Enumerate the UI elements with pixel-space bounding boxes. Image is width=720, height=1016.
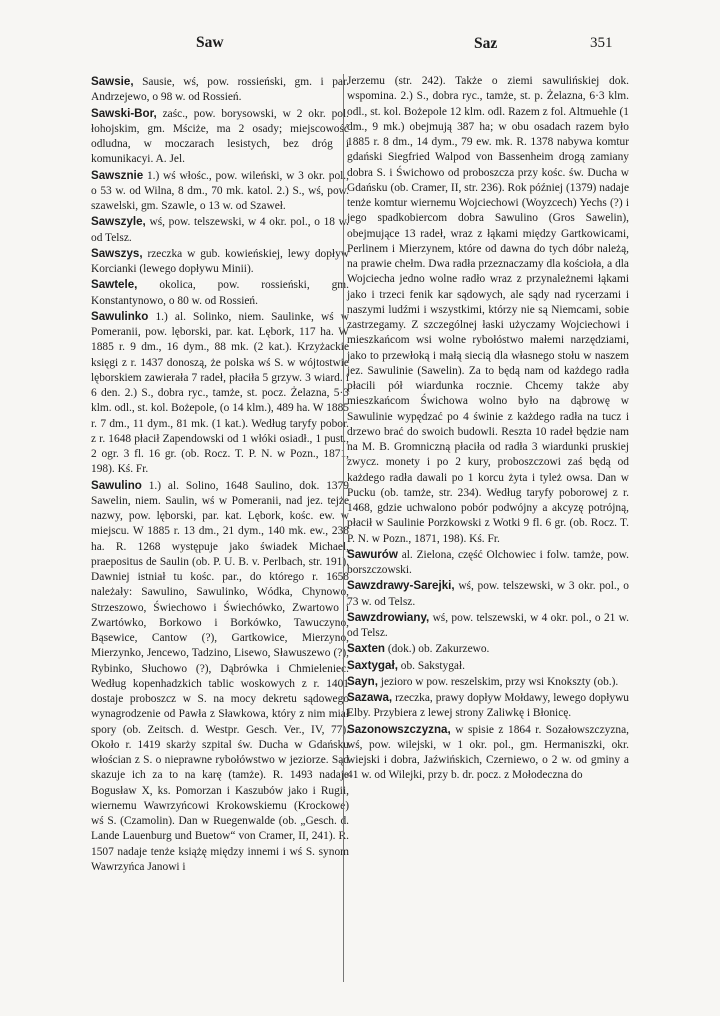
entry-text: (dok.) ob. Zakurzewo. [385,643,490,656]
entry-text: jezioro w pow. reszelskim, przy wsi Knokszty (ob.). [377,675,619,688]
entry-headword: Sawsznie [91,168,144,182]
entry-text: rzeczka w gub. kowieńskiej, lewy dopływ Korcianki (lewego dopływu Minii). [91,247,349,275]
column-divider [343,74,344,982]
entry-text: zaśc., pow. borysowski, w 2 okr. pol. łohojskim, gm. Mściże, ma 2 osady; miejscowość odludna, w moczarach lesistych, bez dróg i komunikacyi. A. Jel. [91,107,349,166]
entry-headword: Sawurów [347,547,398,561]
entry-headword: Sawszys, [91,246,143,260]
entry-text: okolica, pow. rossieński, gm. Konstantynowo, o 80 w. od Rossień. [91,279,349,307]
entry-headword: Sawtele, [91,278,138,292]
dictionary-entry [91,168,349,215]
entry-text: 1.) wś włośc., pow. wileński, w 3 okr. pol., o 53 w. od Wilna, 8 dm., 70 mk. katol. 2.) S., wś, pow. szawelski, gm. Szawle, o 13 w. od Szaweł. [91,169,349,212]
entry-text: al. Zielona, część Olchowiec i folw. tamże, pow. borszczowski. [347,548,629,576]
entry-headword: Saxtygał, [347,658,398,672]
dictionary-entry [91,106,349,168]
entry-headword: Saxten [347,642,386,656]
dictionary-entry [347,690,629,722]
dictionary-entry [347,722,629,784]
right-column [347,74,629,784]
dictionary-entry [91,309,349,478]
entry-text: Jerzemu (str. 242). Także o ziemi sawulińskiej dok. wspomina. 2.) S., dobra ryc., tamże, st. p. Żelazna, 6·3 klm. odl., st. kol. Bożepole 12 klm. odl. Razem z fol. Altmuehle (1 dm., 9 mk.) obejmują 387 ha; w obu osadach razem było 1885 r. 8 dm., 14 dym., 79 ew. mk. R. 1378 nabywa komtur gdański Siegfried Walpod von Bassenheim drogą zamiany dobra S. i Świchowo od proboszcza przy kośc. św. Ducha w Gdańsku (ob. Cramer, II, str. 236). Rok później (1379) nadaje tenże komtur wiernemu Wojciechowi (Woyzcech) Yechs (?) i jego spadkobiercom dobra Sawulino (Gros Sawelin), obejmujące 13 radeł, wraz z łąkami między Gartkowicami, Perlinem i Mierzynem, które od dawna do tych dóbr należą, na prawie chełm. Dwa radła przeznaczamy dla kościoła, a dla Wojciecha jedno wolne radło wraz z przynależnemi łąkami jako i trzeci fenik kar sądowych, ale sądy nad rycerzami i naszymi ludźmi i wszystkimi, którzy nie są Niemcami, sobie zastrzegamy. Z szczególnej łaski użyczamy Wojciechowi i mieszkańcom wsi wolne rybołóstwo małemi narzędziami, jako to przewłoką i małą siecią dla własnego stołu w naszem jez. Sawulinie (Sawelin). Za to będą nam od każdego radła płacili pół wiardunka rocznie. Chcemy także aby mieszkańcom Świchowa wolno było na dąbrowę w Sawulinie wypędzać po 4 świnie z każdego radła na tucz i drzewo brać do swoich budowli. Reszta 10 radeł będzie nam na M. B. Gromniczną płaciła od radła 3 wiardunki pruskiej zwycz. monety i po 2 kury, proboszczowi zaś będą od każdego radła dawali po 1 korcu żyta i tyleż owsa. Dan w Pucku (ob. tamże, str. 234). Według taryfy poborowej z r. 1468, gdzie uchwalono pobór podwójny a akcyzę potrójną, płacił w Saulinie Porzkowski z Wotki 9 fl. 6 gr. (ob. Rocz. T. P. N. w Pozn., 1871, 198). Kś. Fr. [347,75,629,545]
entry-headword: Sawzdrowiany, [347,610,430,624]
dictionary-entry [91,246,349,278]
entry-text: Sausie, wś, pow. rossieński, gm. i par. Andrzejewo, o 98 w. od Rossień. [91,76,349,104]
entry-text: rzeczka, prawy dopływ Mołdawy, lewego dopływu Elby. Przybiera z lewej strony Zaliwkę i Błonicę. [347,692,629,720]
entry-headword: Sawski-Bor, [91,106,157,120]
header-right-keyword: Saz [474,35,498,52]
dictionary-entry [347,641,629,657]
entry-headword: Sawzdrawy-Sarejki, [347,579,455,593]
entry-text: 1.) al. Solinko, niem. Saulinke, wś w Pomeranii, pow. lęborski, par. kat. Lębork, 117 ha. W 1885 r. 9 dm., 16 dym., 88 mk. (2 kat.). Krzyżackie księgi z r. 1437 donoszą, że polska wś S. w wójtostwie lęborskiem zawierała 7 radeł, płaciła 5 grzyw. 3 wiard. i 6 den. 2.) S., dobra ryc., tamże, st. pocz. Żelazna, 5·3 klm. odl., st. kol. Bożepole, (o 14 klm.), 489 ha. W 1885 r. 7 dm., 11 dym., 81 mk. (1 kat.). Według taryfy pobor. z r. 1648 płacił Zapendowski od 1 włóki osiadł., 1 pust., 2 ogr. 3 fl. 16 gr. (ob. Rocz. T. P. N. w Pozn., 1871, 198). Kś. Fr. [91,310,349,476]
dictionary-entry [91,214,349,246]
dictionary-entry [91,74,349,106]
dictionary-entry [347,610,629,642]
entry-text: 1.) al. Solino, 1648 Saulino, dok. 1379 Sawelin, niem. Saulin, wś w Pomeranii, nad jez. tejże nazwy, pow. lęborski, par. kat. Lębork, kośc. ew. w miejscu. W 1885 r. 13 dm., 21 dym., 140 mk. ew., 238 ha. R. 1268 występuje jako świadek Michael, praepositus de Saulin (ob. P. U. B. v. Perlbach, str. 191). Dawniej istniał tu kośc. par., do którego r. 1658 należały: Sawulino, Sawulinko, Wódka, Chynowo, Strzeszowo, Świechowo i Świechówko, Zwartowo i Zwartówko, Borkowo i Borkówko, Tawuczyno, Bąsewice, Cantow (?), Gartkowice, Mierzyno, Mierzynko, Jencewo, Tadzino, Lisewo, Sławuszewo (?), Rybinko, Słuchowo (?), Dąbrówka i Chmieleniec. Według kopenhadzkich tablic woskowych z r. 1401 dostaje proboszcz w S. na mocy dekretu sądowego wynagrodzenie od Pawła z Sławkowa, który z nim miał spory (ob. Zeitsch. d. Westpr. Gesch. Ver., IV, 77). Około r. 1419 skarży szpital św. Ducha w Gdańsku włościan z S. o nieprawne rybołówstwo w jeziorze. Sąd skazuje ich za to na karę (tamże). R. 1493 nadaje Bogusław X, ks. Pomorzan i Kaszubów jako i Rugii, wiernemu Wawrzyńcowi Krokowskiemu (Krockowe) wś S. (Czamolin). Dan w Ruegenwalde (ob. „Gesch. d. Lande Lauenburg und Buetow“ von Cramer, II, 241). R. 1507 nadaje tenże książę między innemi i wś S. synom Wawrzyńca Janowi i [91,479,349,873]
entry-text: wś, pow. telszewski, w 4 okr. pol., o 18 w. od Telsz. [91,216,349,244]
entry-text: ob. Sakstygał. [397,659,465,672]
entry-headword: Sawsie, [91,75,134,88]
entry-headword: Sawulino [91,478,142,492]
entry-text: wś, pow. telszewski, w 3 okr. pol., o 73 w. od Telsz. [347,580,629,608]
entry-headword: Sazonowszczyzna, [347,722,451,736]
entry-headword: Sayn, [347,674,378,688]
entry-text: w spisie z 1864 r. Sozałowszczyzna, wś, pow. wilejski, w 1 okr. pol., gm. Hermaniszki, okr. wiejski i dobra, Jaźwińskich, Czerniewo, o 2 w. od gminy a 41 w. od Wilejki, przy b. dr. pocz. z Mołodeczna do [347,723,629,782]
entry-headword: Sawszyle, [91,215,146,229]
dictionary-entry [347,674,629,690]
dictionary-entry [347,578,629,610]
dictionary-entry [91,478,349,876]
header-left-keyword: Saw [196,34,224,51]
entry-text: wś, pow. telszewski, w 4 okr. pol., o 21 w. od Telsz. [347,611,629,639]
dictionary-entry [347,74,629,547]
left-column [91,74,349,875]
entry-headword: Sawulinko [91,309,149,323]
dictionary-entry [91,277,349,309]
page-header [0,34,720,58]
dictionary-entry [347,658,629,674]
page-number: 351 [590,35,613,51]
dictionary-entry [347,547,629,579]
entry-headword: Sazawa, [347,691,393,704]
